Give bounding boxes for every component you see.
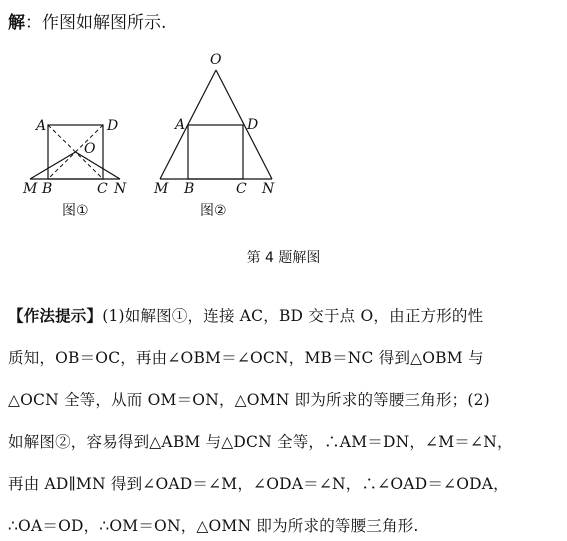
- segment-on: [76, 152, 121, 179]
- hint-line-5: 再由 AD∥MN 得到∠OAD＝∠M，∠ODA＝∠N，∴∠OAD＝∠ODA，: [8, 475, 509, 493]
- point-label-m: M: [23, 181, 38, 197]
- hint-line-4: 如解图②，容易得到△ABM 与△DCN 全等，∴AM＝DN，∠M＝∠N，: [8, 433, 513, 451]
- point-label-a: A: [36, 118, 47, 134]
- hint-line-6: ∴OA＝OD，∴OM＝ON，△OMN 即为所求的等腰三角形.: [8, 517, 419, 535]
- point-label-o: O: [84, 141, 96, 157]
- solution-label: 解: [8, 13, 25, 33]
- point-label-b-2: B: [184, 181, 195, 197]
- figures: [0, 0, 567, 240]
- figure-caption: 第 4 题解图: [246, 250, 321, 266]
- hint-line-3: △OCN 全等，从而 OM＝ON，△OMN 即为所求的等腰三角形；(2): [8, 391, 490, 409]
- point-label-m-2: M: [154, 181, 169, 197]
- point-label-c-2: C: [236, 181, 247, 197]
- point-label-a-2: A: [175, 117, 186, 133]
- hint-line-1: [8, 304, 483, 326]
- hint-title: 【作法提示】: [8, 307, 103, 325]
- point-label-c: C: [97, 181, 108, 197]
- figure-2-caption: 图②: [200, 203, 227, 219]
- point-label-o-2: O: [210, 52, 222, 68]
- point-label-n-2: N: [262, 181, 275, 197]
- hint-line-2: 质知，OB＝OC，再由∠OBM＝∠OCN，MB＝NC 得到△OBM 与: [8, 349, 484, 367]
- point-label-d: D: [107, 118, 119, 134]
- point-label-n: N: [114, 181, 127, 197]
- point-label-d-2: D: [247, 117, 259, 133]
- figure-1: [22, 118, 127, 219]
- figure-1-caption: 图①: [62, 203, 89, 219]
- square-abcd-2: [188, 125, 243, 179]
- solution-text: ：作图如解图所示.: [25, 13, 167, 33]
- figure-2: [153, 52, 275, 219]
- point-label-b: B: [42, 181, 53, 197]
- hint-line-text: (1)如解图①，连接 AC，BD 交于点 O，由正方形的性: [102, 307, 484, 325]
